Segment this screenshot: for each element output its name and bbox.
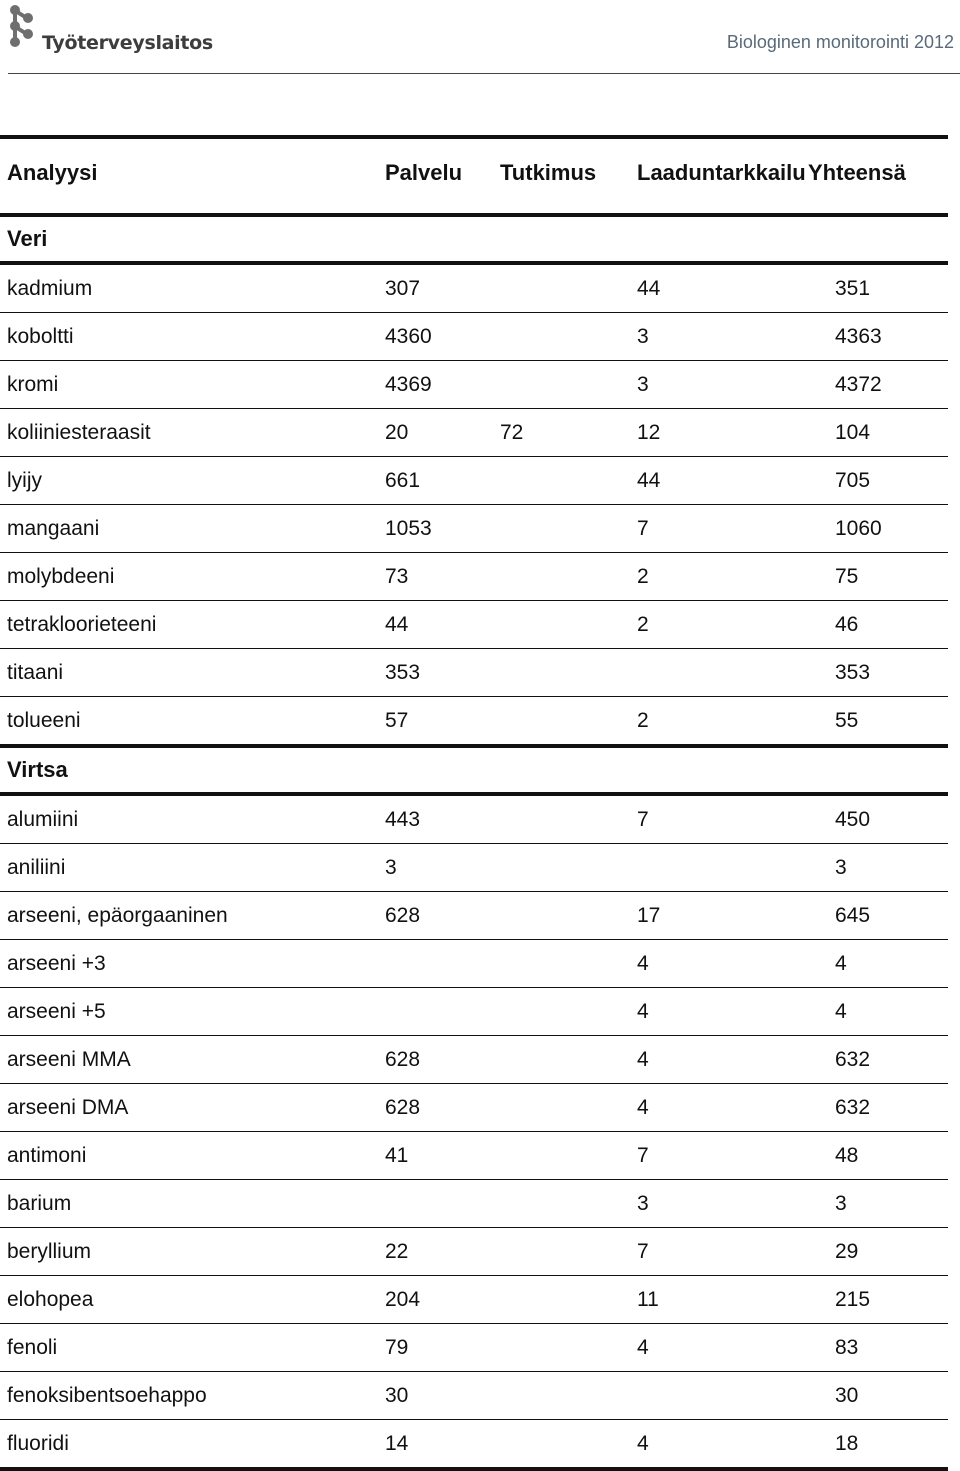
cell-analyysi: mangaani — [7, 517, 100, 540]
cell-laaduntarkkailu: 4 — [637, 1048, 649, 1071]
section-heading-row — [0, 217, 948, 261]
cell-analyysi: elohopea — [7, 1288, 94, 1311]
cell-palvelu: 73 — [385, 565, 409, 588]
logo — [6, 4, 213, 60]
cell-yhteensa: 4 — [835, 1000, 847, 1023]
cell-yhteensa: 3 — [835, 1192, 847, 1215]
table-row — [0, 892, 948, 939]
table-row — [0, 1372, 948, 1419]
cell-palvelu: 628 — [385, 1096, 421, 1119]
logo-mark-icon — [6, 4, 46, 60]
cell-palvelu: 307 — [385, 277, 421, 300]
table-row — [0, 796, 948, 843]
cell-analyysi: titaani — [7, 661, 64, 684]
cell-palvelu: 3 — [385, 856, 397, 879]
cell-yhteensa: 353 — [835, 661, 871, 684]
cell-palvelu: 661 — [385, 469, 421, 492]
table-row — [0, 601, 948, 648]
section-heading: Virtsa — [7, 757, 68, 782]
section-heading-row — [0, 748, 948, 792]
cell-yhteensa: 450 — [835, 808, 871, 831]
cell-analyysi: arseeni, epäorgaaninen — [7, 904, 228, 927]
cell-palvelu: 41 — [385, 1144, 409, 1167]
cell-analyysi: tolueeni — [7, 709, 81, 732]
cell-yhteensa: 4372 — [835, 373, 882, 396]
table-row — [0, 409, 948, 456]
cell-yhteensa: 3 — [835, 856, 847, 879]
cell-palvelu: 443 — [385, 808, 421, 831]
table-row — [0, 1132, 948, 1179]
cell-analyysi: lyijy — [7, 469, 42, 492]
cell-laaduntarkkailu: 7 — [637, 1240, 649, 1263]
cell-laaduntarkkailu: 7 — [637, 1144, 649, 1167]
cell-analyysi: aniliini — [7, 856, 66, 879]
cell-laaduntarkkailu: 4 — [637, 952, 649, 975]
cell-yhteensa: 1060 — [835, 517, 882, 540]
cell-analyysi: koboltti — [7, 325, 74, 348]
cell-palvelu: 79 — [385, 1336, 409, 1359]
cell-analyysi: arseeni DMA — [7, 1096, 129, 1119]
cell-analyysi: arseeni +5 — [7, 1000, 106, 1023]
table-body — [0, 213, 948, 1471]
column-header-palvelu: Palvelu — [385, 160, 463, 185]
cell-palvelu: 22 — [385, 1240, 409, 1263]
table-row — [0, 457, 948, 504]
cell-yhteensa: 4363 — [835, 325, 882, 348]
header-divider — [8, 73, 960, 74]
cell-tutkimus: 72 — [500, 421, 524, 444]
table-row — [0, 697, 948, 744]
cell-analyysi: koliiniesteraasit — [7, 421, 151, 444]
cell-yhteensa: 104 — [835, 421, 871, 444]
section-heading: Veri — [7, 226, 48, 251]
cell-palvelu: 204 — [385, 1288, 421, 1311]
table-row — [0, 1228, 948, 1275]
cell-laaduntarkkailu: 3 — [637, 1192, 649, 1215]
cell-analyysi: arseeni MMA — [7, 1048, 131, 1071]
cell-analyysi: tetrakloorieteeni — [7, 613, 157, 636]
table-row — [0, 265, 948, 312]
cell-palvelu: 44 — [385, 613, 409, 636]
table-row — [0, 649, 948, 696]
cell-laaduntarkkailu: 4 — [637, 1432, 649, 1455]
cell-laaduntarkkailu: 2 — [637, 709, 649, 732]
cell-yhteensa: 55 — [835, 709, 859, 732]
cell-yhteensa: 48 — [835, 1144, 859, 1167]
column-header-laaduntarkkailu: Laaduntarkkailu — [637, 160, 806, 185]
table-row — [0, 361, 948, 408]
column-header-tutkimus: Tutkimus — [500, 160, 597, 185]
cell-analyysi: beryllium — [7, 1240, 92, 1263]
cell-analyysi: alumiini — [7, 808, 79, 831]
cell-laaduntarkkailu: 2 — [637, 565, 649, 588]
cell-analyysi: antimoni — [7, 1144, 87, 1167]
table-row — [0, 505, 948, 552]
cell-laaduntarkkailu: 3 — [637, 325, 649, 348]
cell-palvelu: 628 — [385, 904, 421, 927]
table-row — [0, 1180, 948, 1227]
cell-yhteensa: 46 — [835, 613, 859, 636]
table-row — [0, 1276, 948, 1323]
page-header — [0, 0, 960, 74]
cell-analyysi: fenoli — [7, 1336, 58, 1359]
cell-yhteensa: 632 — [835, 1096, 871, 1119]
analysis-table — [0, 135, 948, 1471]
table-row — [0, 844, 948, 891]
cell-laaduntarkkailu: 2 — [637, 613, 649, 636]
cell-yhteensa: 29 — [835, 1240, 859, 1263]
cell-palvelu: 353 — [385, 661, 421, 684]
cell-yhteensa: 705 — [835, 469, 871, 492]
cell-palvelu: 20 — [385, 421, 409, 444]
cell-yhteensa: 30 — [835, 1384, 859, 1407]
table-row — [0, 1084, 948, 1131]
cell-yhteensa: 83 — [835, 1336, 859, 1359]
cell-yhteensa: 18 — [835, 1432, 859, 1455]
table-row — [0, 553, 948, 600]
cell-laaduntarkkailu: 4 — [637, 1096, 649, 1119]
cell-laaduntarkkailu: 3 — [637, 373, 649, 396]
cell-laaduntarkkailu: 12 — [637, 421, 661, 444]
document-title: Biologinen monitorointi 2012 — [726, 32, 954, 52]
cell-palvelu: 30 — [385, 1384, 409, 1407]
table-row — [0, 313, 948, 360]
cell-yhteensa: 75 — [835, 565, 859, 588]
cell-yhteensa: 215 — [835, 1288, 871, 1311]
cell-laaduntarkkailu: 4 — [637, 1336, 649, 1359]
cell-laaduntarkkailu: 11 — [637, 1288, 659, 1311]
cell-palvelu: 1053 — [385, 517, 432, 540]
cell-laaduntarkkailu: 7 — [637, 517, 649, 540]
cell-analyysi: molybdeeni — [7, 565, 115, 588]
cell-laaduntarkkailu: 44 — [637, 277, 661, 300]
cell-analyysi: arseeni +3 — [7, 952, 106, 975]
logo-text: Työterveyslaitos — [42, 32, 213, 54]
cell-analyysi: fluoridi — [7, 1432, 69, 1455]
table-row — [0, 988, 948, 1035]
table-row — [0, 940, 948, 987]
cell-laaduntarkkailu: 17 — [637, 904, 661, 927]
cell-analyysi: kromi — [7, 373, 59, 396]
cell-laaduntarkkailu: 4 — [637, 1000, 649, 1023]
cell-palvelu: 14 — [385, 1432, 409, 1455]
cell-yhteensa: 4 — [835, 952, 847, 975]
cell-palvelu: 57 — [385, 709, 409, 732]
table-row — [0, 1036, 948, 1083]
column-header-yhteensa: Yhteensä — [808, 160, 906, 185]
column-header-analyysi: Analyysi — [7, 160, 98, 185]
table-row — [0, 1324, 948, 1371]
cell-analyysi: barium — [7, 1192, 72, 1215]
cell-yhteensa: 645 — [835, 904, 871, 927]
cell-palvelu: 4360 — [385, 325, 432, 348]
table-bottom-rule — [0, 1467, 948, 1471]
cell-laaduntarkkailu: 44 — [637, 469, 661, 492]
cell-palvelu: 628 — [385, 1048, 421, 1071]
table-header-row — [0, 139, 948, 213]
cell-analyysi: kadmium — [7, 277, 93, 300]
cell-palvelu: 4369 — [385, 373, 432, 396]
cell-yhteensa: 632 — [835, 1048, 871, 1071]
table-row — [0, 1420, 948, 1467]
cell-laaduntarkkailu: 7 — [637, 808, 649, 831]
cell-analyysi: fenoksibentsoehappo — [7, 1384, 207, 1407]
cell-yhteensa: 351 — [835, 277, 871, 300]
